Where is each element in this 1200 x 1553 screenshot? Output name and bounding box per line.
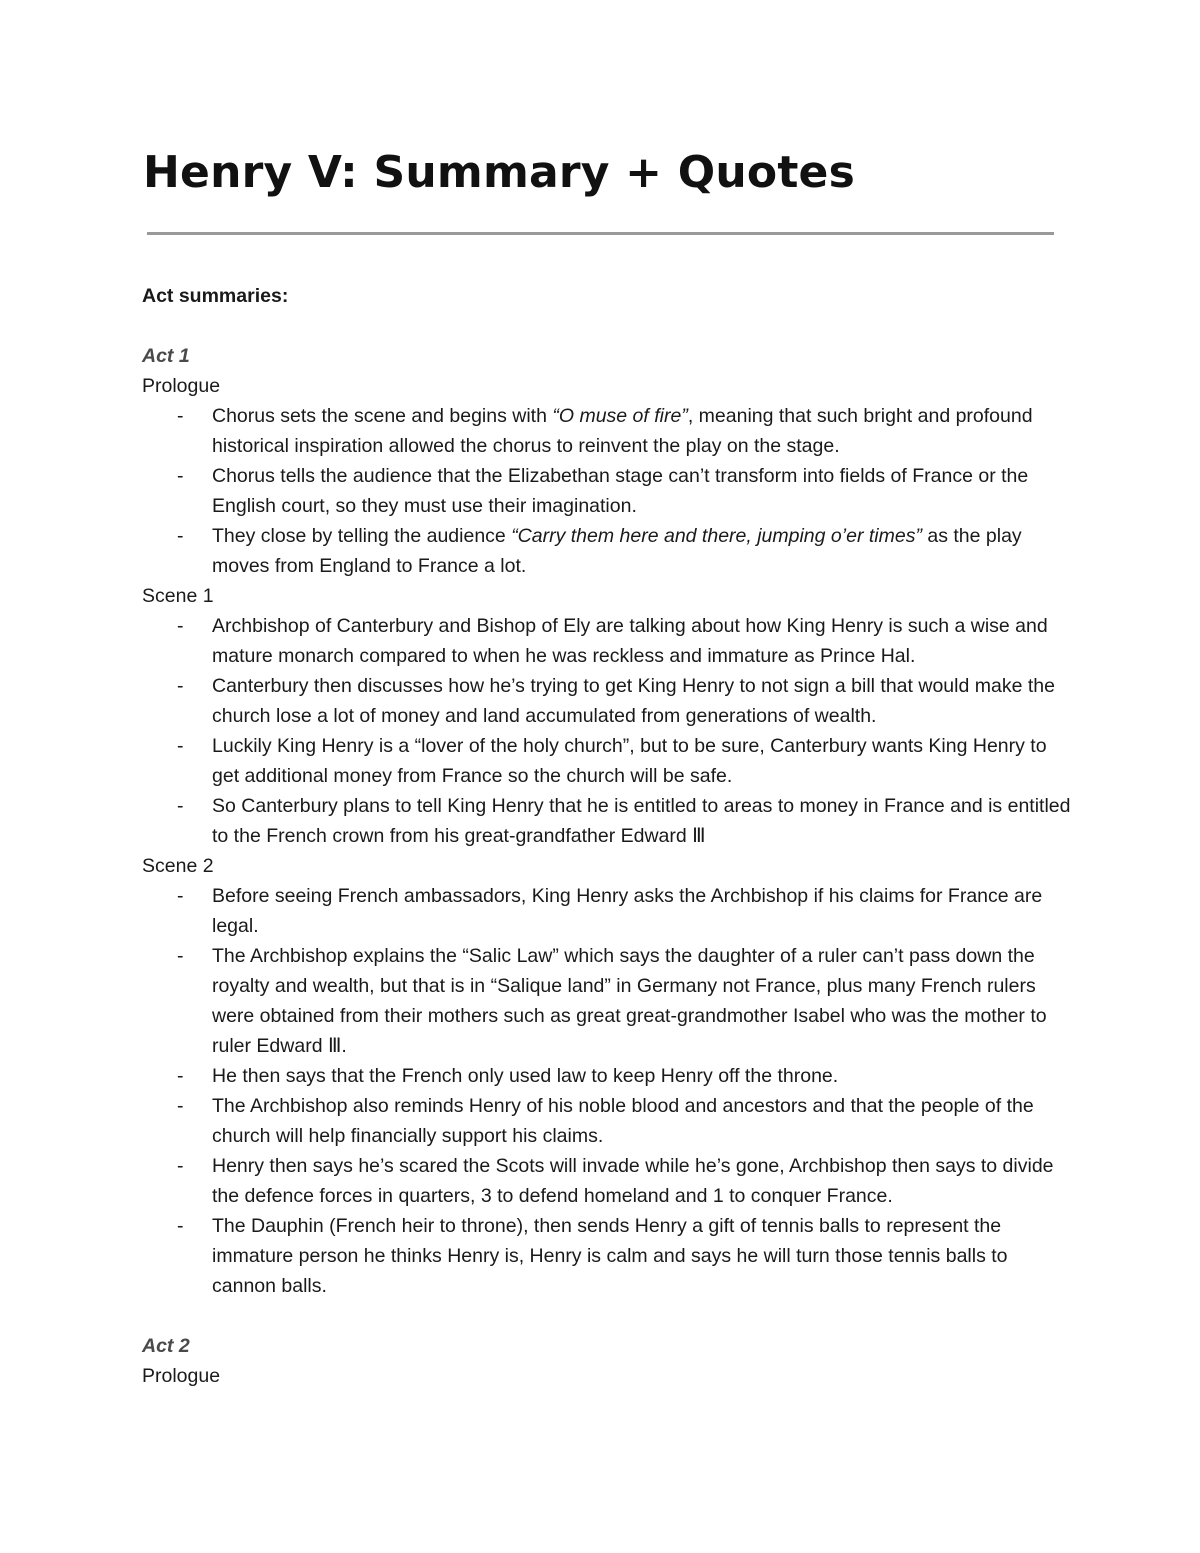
list-item [142,791,1072,851]
bullet-dash: - [177,945,184,967]
list-item [142,461,1072,521]
title-divider [147,232,1054,235]
scene-2-bullet-list [142,881,1072,1301]
section-heading-act-summaries: Act summaries: [142,285,289,307]
bullet-text: Archbishop of Canterbury and Bishop of Ely are talking about how King Henry is such a wise and mature monarch compared to when he was reckless and immature as Prince Hal. [212,615,1048,667]
list-item [142,941,1072,1061]
list-item [142,1091,1072,1151]
list-item [142,881,1072,941]
bullet-text: Chorus tells the audience that the Elizabethan stage can’t transform into fields of France or the English court, so they must use their imagination. [212,465,1029,517]
bullet-text: Before seeing French ambassadors, King Henry asks the Archbishop if his claims for France are legal. [212,885,1043,937]
list-item [142,521,1072,581]
list-item [142,1061,1072,1091]
prologue-heading: Prologue [142,1365,221,1387]
list-item [142,1211,1072,1301]
bullet-text: The Archbishop also reminds Henry of his noble blood and ancestors and that the people of the church will help financially support his claims. [212,1095,1034,1147]
bullet-dash: - [177,1215,184,1237]
bullet-dash: - [177,615,184,637]
document-body [142,281,1072,1391]
bullet-dash: - [177,465,184,487]
bullet-text: as the play moves from England to France a lot. [212,525,1022,577]
page-title: Henry V: Summary + Quotes [143,147,855,198]
act-heading: Act 2 [142,1335,190,1357]
bullet-text: So Canterbury plans to tell King Henry that he is entitled to areas to money in France and is entitled to the French crown from his great-grandfather Edward Ⅲ [212,795,1071,847]
bullet-text: He then says that the French only used law to keep Henry off the throne. [212,1065,839,1087]
prologue-bullet-list [142,401,1072,581]
bullet-text: Luckily King Henry is a “lover of the holy church”, but to be sure, Canterbury wants King Henry to get additional money from France so the church will be safe. [212,735,1047,787]
bullet-dash: - [177,405,184,427]
list-item [142,671,1072,731]
bullet-dash: - [177,675,184,697]
list-item [142,731,1072,791]
bullet-text: , meaning that such bright and profound historical inspiration allowed the chorus to reinvent the play on the stage. [212,405,1033,457]
bullet-text: The Archbishop explains the “Salic Law” which says the daughter of a ruler can’t pass down the royalty and wealth, but that is in “Salique land” in Germany not France, plus many French rulers were obtained from their mothers such as great great-grandmother Isabel who was the mother to ruler Edward Ⅲ. [212,945,1047,1057]
list-item [142,401,1072,461]
bullet-dash: - [177,525,184,547]
spacer [142,311,1072,341]
scene-2-heading: Scene 2 [142,855,214,877]
scene-1-bullet-list [142,611,1072,851]
bullet-text: They close by telling the audience [212,525,512,547]
bullet-dash: - [177,1095,184,1117]
bullet-text: Chorus sets the scene and begins with [212,405,553,427]
list-item [142,1151,1072,1211]
quote-text: “Carry them here and there, jumping o’er times” [511,525,922,547]
list-item [142,611,1072,671]
act-heading: Act 1 [142,345,190,367]
bullet-dash: - [177,795,184,817]
bullet-text: Henry then says he’s scared the Scots will invade while he’s gone, Archbishop then says to divide the defence forces in quarters, 3 to defend homeland and 1 to conquer France. [212,1155,1054,1207]
bullet-dash: - [177,1065,184,1087]
bullet-text: The Dauphin (French heir to throne), then sends Henry a gift of tennis balls to represent the immature person he thinks Henry is, Henry is calm and says he will turn those tennis balls to cannon balls. [212,1215,1008,1297]
prologue-heading: Prologue [142,375,221,397]
bullet-dash: - [177,1155,184,1177]
spacer [142,1301,1072,1331]
scene-1-heading: Scene 1 [142,585,214,607]
quote-text: “O muse of fire” [552,405,688,427]
bullet-text: Canterbury then discusses how he’s trying to get King Henry to not sign a bill that would make the church lose a lot of money and land accumulated from generations of wealth. [212,675,1055,727]
bullet-dash: - [177,735,184,757]
bullet-dash: - [177,885,184,907]
